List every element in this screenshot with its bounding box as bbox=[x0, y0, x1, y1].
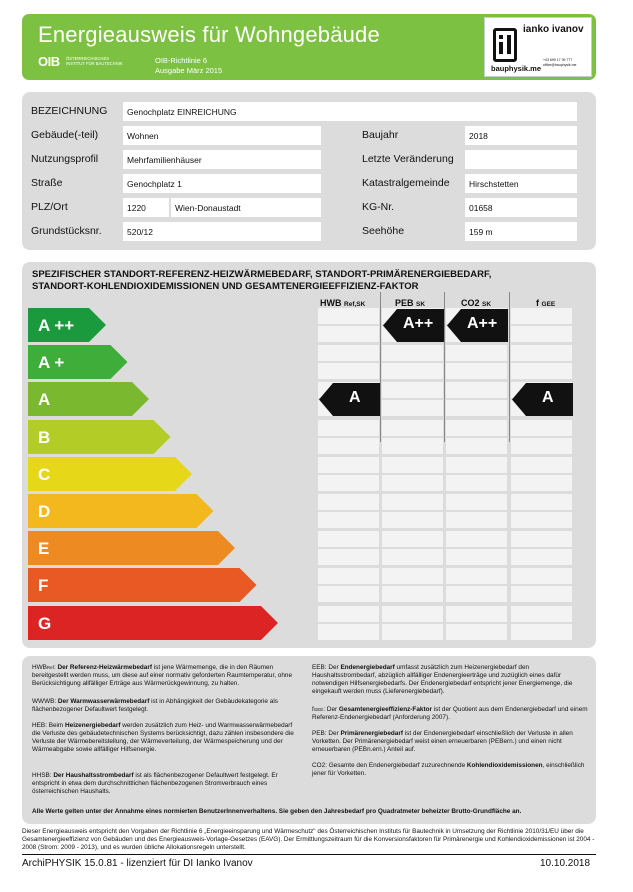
grid-cell bbox=[446, 624, 507, 640]
class-label: A + bbox=[38, 353, 65, 373]
grundstuecksnr-label: Grundstücksnr. bbox=[31, 225, 102, 237]
grid-cell bbox=[318, 475, 379, 491]
note-eeb-bold: Endenergiebedarf bbox=[340, 664, 395, 671]
grid-cell bbox=[446, 382, 507, 398]
grid-cell bbox=[382, 512, 443, 528]
note-hhsb bbox=[32, 772, 300, 796]
nutzungsprofil-field: Mehrfamilienhäuser bbox=[123, 150, 321, 169]
grid-cell bbox=[382, 494, 443, 510]
rating-marker-co2 bbox=[447, 309, 508, 342]
grid-cell bbox=[446, 363, 507, 379]
grid-cell bbox=[511, 420, 572, 436]
grid-cell bbox=[511, 512, 572, 528]
grid-cell bbox=[382, 345, 443, 361]
energy-scale-panel bbox=[22, 262, 596, 648]
grid-cell bbox=[318, 308, 379, 324]
grid-cell bbox=[318, 531, 379, 547]
grid-cell bbox=[511, 531, 572, 547]
oib-logo-mark: OIB bbox=[38, 54, 60, 69]
class-label: G bbox=[38, 613, 52, 633]
class-label: B bbox=[38, 427, 51, 447]
note-peb-text: Der bbox=[326, 730, 341, 737]
software-license: ArchiPHYSIK 15.0.81 - lizenziert für DI Ianko Ivanov bbox=[22, 858, 253, 869]
grid-cell bbox=[318, 420, 379, 436]
grid-cell bbox=[382, 549, 443, 565]
note-fgee-term: f bbox=[312, 706, 314, 713]
co2-header-main: CO2 bbox=[461, 298, 480, 308]
class-bar bbox=[28, 531, 235, 565]
letzte-veraenderung-label: Letzte Veränderung bbox=[362, 153, 454, 165]
grid-cell bbox=[511, 549, 572, 565]
grid-cell bbox=[382, 420, 443, 436]
grid-cell bbox=[382, 438, 443, 454]
rating-marker-fgee bbox=[512, 383, 573, 416]
grid-cell bbox=[446, 586, 507, 602]
grid-cell bbox=[382, 586, 443, 602]
katastralgemeinde-label: Katastralgemeinde bbox=[362, 177, 450, 189]
fgee-header-main: f bbox=[536, 298, 539, 308]
definitions-panel bbox=[22, 656, 596, 824]
building-logo-icon bbox=[493, 28, 517, 62]
seehoehe-field: 159 m bbox=[465, 222, 577, 241]
grid-cell bbox=[446, 606, 507, 622]
note-hhsb-term: HHSB: bbox=[32, 772, 52, 779]
bezeichnung-label: BEZEICHNUNG bbox=[31, 105, 108, 117]
logo-contact bbox=[543, 58, 576, 68]
grid-cell bbox=[318, 326, 379, 342]
note-fgee-text: : Der bbox=[323, 706, 339, 713]
grid-cell bbox=[511, 586, 572, 602]
document-title: Energieausweis für Wohngebäude bbox=[38, 22, 380, 47]
katastralgemeinde-field: Hirschstetten bbox=[465, 174, 577, 193]
note-hwb: HWBRef: Der Referenz-Heizwärmebedarf ist jene Wärmemenge, die in den Räumen bereitgestellt werden muss, um diese auf einer normativ geforderten Raumtemperatur, ohne Berücksichtigung allfälliger Erträge aus Wärmerückgewinnung, zu halten. bbox=[32, 664, 293, 687]
building-info-panel bbox=[22, 92, 596, 250]
grid-cell bbox=[318, 512, 379, 528]
rating-value: A++ bbox=[403, 315, 434, 332]
peb-header-sub: SK bbox=[416, 301, 426, 308]
class-bar bbox=[28, 568, 257, 602]
guideline-info bbox=[155, 56, 222, 76]
grid-cell bbox=[511, 475, 572, 491]
note-co2-text: Gesamte den Endenergiebedarf zuzurechnende bbox=[326, 762, 467, 769]
class-label: E bbox=[38, 539, 50, 559]
note-fgee-text2: ist der Quotient aus dem Endenergiebedarf und einem Referenz-Endenergiebedarf (Anforderung 2007). bbox=[312, 706, 588, 721]
baujahr-field: 2018 bbox=[465, 126, 577, 145]
class-arrow-fill bbox=[28, 494, 214, 528]
class-label: D bbox=[38, 502, 51, 521]
grid-cell bbox=[511, 568, 572, 584]
column-divider bbox=[380, 292, 381, 442]
note-fgee-sub: GEE bbox=[313, 707, 324, 712]
grid-cell bbox=[446, 438, 507, 454]
grid-cell bbox=[382, 531, 443, 547]
energy-heading-line-2: STANDORT-KOHLENDIOXIDEMISSIONEN UND GESAMTENERGIEEFFIZIENZ-FAKTOR bbox=[32, 281, 419, 292]
grid-cell bbox=[446, 400, 507, 416]
grid-cell bbox=[318, 606, 379, 622]
class-bar bbox=[28, 308, 106, 342]
logo-phone: +43 699 17 39 777 bbox=[543, 58, 573, 62]
letzte-veraenderung-field bbox=[465, 150, 577, 169]
note-fgee-bold: Gesamtenergieeffizienz-Faktor bbox=[338, 706, 432, 713]
hwb-header-main: HWB bbox=[320, 298, 342, 308]
grid-cell bbox=[318, 568, 379, 584]
co2-header-sub: SK bbox=[482, 301, 492, 308]
rating-marker-peb bbox=[383, 309, 444, 342]
legal-footer-text: Dieser Energieausweis entspricht den Vorgaben der Richtlinie 6 „Energieeinsparung und Wärmeschutz" des Österreichischen Instituts für Bautechnik in Umsetzung der Richtlinie 2010/31/EU über die Gesamtenergieeffizienz von Gebäuden und des Energieausweis-Vorlage-Gesetzes (EAVG). Der Ermittlungszeitraum für die Konversionsfaktoren für Primärenergie und Kohlendioxidemissionen ist 2004 - 2008 (Strom: 2009 - 2013), und es wurden übliche Allokationsregeln unterstellt. bbox=[22, 828, 595, 851]
logo-glyph-icon bbox=[496, 31, 514, 59]
note-hwb-sub: Ref bbox=[46, 665, 54, 670]
note-peb-bold: Primärenergiebedarf bbox=[340, 730, 403, 737]
class-bar bbox=[28, 345, 128, 379]
grid-cell bbox=[318, 345, 379, 361]
plzort-label: PLZ/Ort bbox=[31, 201, 68, 213]
company-logo bbox=[484, 17, 592, 77]
note-co2 bbox=[312, 762, 588, 778]
class-bar bbox=[28, 494, 214, 528]
grid-cell bbox=[318, 549, 379, 565]
grid-cell bbox=[511, 363, 572, 379]
bezeichnung-field: Genochplatz EINREICHUNG bbox=[123, 102, 577, 121]
grid-cell bbox=[446, 494, 507, 510]
class-arrow-shape bbox=[28, 531, 235, 565]
class-bar bbox=[28, 457, 192, 491]
grid-cell bbox=[446, 475, 507, 491]
gebaeude-label: Gebäude(-teil) bbox=[31, 129, 99, 141]
class-label: A ++ bbox=[38, 316, 75, 335]
grid-cell bbox=[446, 420, 507, 436]
strasse-label: Straße bbox=[31, 177, 63, 189]
class-label: A bbox=[38, 390, 51, 410]
note-heb-text2: werden zusätzlich zum Heiz- und Warmwasserwärmebedarf die Verluste des gebäudetechnischen Systems berücksichtigt, dazu zählen insbesondere die Verluste der Wärmebereitstellung, der Wärmeverteilung, der Wärmespeicherung und der Wärmeabgabe sowie allfälliger Hilfsenergie. bbox=[32, 722, 294, 753]
fgee-header-sub: GEE bbox=[541, 301, 556, 308]
energy-heading bbox=[32, 269, 491, 293]
header-banner bbox=[22, 14, 596, 80]
note-heb-text: Beim bbox=[46, 722, 66, 729]
gebaeude-field: Wohnen bbox=[123, 126, 321, 145]
grid-cell bbox=[511, 494, 572, 510]
notes-disclaimer: Alle Werte gelten unter der Annahme eines normierten BenutzerInnenverhaltens. Sie geben den Jahresbedarf pro Quadratmeter beheizter Brutto-Grundfläche an. bbox=[32, 808, 522, 815]
hwb-header-sub: Ref,SK bbox=[344, 301, 366, 308]
column-divider bbox=[444, 292, 445, 442]
note-wwwb-term: WWWB: bbox=[32, 698, 57, 705]
grid-cell bbox=[382, 382, 443, 398]
guideline-edition: Ausgabe März 2015 bbox=[155, 66, 223, 75]
column-header-peb bbox=[395, 298, 425, 308]
baujahr-label: Baujahr bbox=[362, 129, 399, 141]
seehoehe-label: Seehöhe bbox=[362, 225, 405, 237]
footer-divider bbox=[22, 854, 596, 855]
note-eeb-term: EEB: bbox=[312, 664, 327, 671]
note-hhsb-bold: Der Haushaltsstrombedarf bbox=[53, 772, 134, 779]
grid-cell bbox=[382, 400, 443, 416]
note-heb-bold: Heizenergiebedarf bbox=[65, 722, 121, 729]
note-fgee bbox=[312, 706, 588, 722]
rating-value: A++ bbox=[467, 315, 498, 332]
class-arrow-fill bbox=[28, 531, 235, 565]
logo-mail: office@bauphysik.me bbox=[543, 63, 577, 67]
grid-cell bbox=[318, 586, 379, 602]
grid-cell bbox=[446, 457, 507, 473]
note-eeb-text: Der bbox=[326, 664, 341, 671]
grid-cell bbox=[511, 438, 572, 454]
note-peb-term: PEB: bbox=[312, 730, 327, 737]
grid-cell bbox=[511, 606, 572, 622]
grid-cell bbox=[446, 512, 507, 528]
grid-cell bbox=[318, 457, 379, 473]
grid-cell bbox=[382, 457, 443, 473]
note-co2-text2: , einschließlich jener für Vorketten. bbox=[312, 762, 585, 777]
rating-value: A bbox=[349, 389, 361, 407]
grid-cell bbox=[382, 363, 443, 379]
oib-line-2: INSTITUT FÜR BAUTECHNIK bbox=[66, 61, 123, 66]
note-peb bbox=[312, 730, 588, 754]
grid-cell bbox=[318, 624, 379, 640]
kgnr-label: KG-Nr. bbox=[362, 201, 395, 213]
nutzungsprofil-label: Nutzungsprofil bbox=[31, 153, 99, 165]
grid-cell bbox=[511, 624, 572, 640]
grid-cell bbox=[446, 531, 507, 547]
note-hwb-bold: Der Referenz-Heizwärmebedarf bbox=[57, 664, 152, 671]
class-arrow-shape bbox=[28, 568, 257, 602]
rating-value: A bbox=[542, 389, 554, 407]
grid-cell bbox=[446, 345, 507, 361]
grid-cell bbox=[318, 363, 379, 379]
grid-cell bbox=[318, 494, 379, 510]
grid-cell bbox=[446, 568, 507, 584]
note-hhsb-text: ist als flächenbezogener Defaultwert festgelegt. Er entspricht in etwa dem durchschnittlichen flächenbezogenen Stromverbrauch eines österreichischen Haushalts. bbox=[32, 772, 278, 795]
column-header-co2 bbox=[461, 298, 491, 308]
column-header-fgee bbox=[536, 298, 555, 308]
oib-line-1: ÖSTERREICHISCHES bbox=[66, 56, 110, 61]
grid-cell bbox=[511, 308, 572, 324]
class-bar bbox=[28, 382, 149, 416]
note-wwwb-text: ist in Abhängigkeit der Gebäudekategorie als flächenbezogener Defaultwert festgelegt. bbox=[32, 698, 278, 713]
grid-cell bbox=[382, 475, 443, 491]
logo-website: bauphysik.me bbox=[491, 64, 542, 73]
grid-cell bbox=[446, 549, 507, 565]
column-header-hwb bbox=[320, 298, 365, 308]
strasse-field: Genochplatz 1 bbox=[123, 174, 321, 193]
class-arrow-fill bbox=[28, 457, 192, 491]
note-hwb-text: ist jene Wärmemenge, die in den Räumen bereitgestellt werden muss, um diese auf einer normativ geforderten Raumtemperatur, ohne Berücksichtigung allfälliger Erträge aus Wärmerückgewinnung, zu halten. bbox=[32, 664, 293, 687]
grid-cell bbox=[318, 438, 379, 454]
logo-company-name: ianko ivanov bbox=[523, 24, 584, 35]
column-divider bbox=[509, 292, 510, 442]
note-co2-bold: Kohlendioxidemissionen bbox=[466, 762, 543, 769]
note-heb-term: HEB: bbox=[32, 722, 47, 729]
oib-logo bbox=[38, 54, 138, 78]
class-arrow-fill bbox=[28, 568, 257, 602]
note-co2-term: CO2: bbox=[312, 762, 327, 769]
class-arrow-shape bbox=[28, 457, 192, 491]
grid-cell bbox=[511, 345, 572, 361]
plz-field: 1220 bbox=[123, 198, 169, 217]
oib-logo-text bbox=[66, 56, 123, 66]
grid-cell bbox=[382, 606, 443, 622]
note-eeb-text2: umfasst zusätzlich zum Heizenergiebedarf den Haushaltsstrombedarf, abzüglich allfälliger Endenergieerträge und zuzüglich eines dafür notwendigen Hilfsenergiebedarfs. Der Endenergiebedarf entspricht jener Energiemenge, die eingekauft werden muss (Lieferenergiebedarf). bbox=[312, 664, 573, 695]
peb-header-main: PEB bbox=[395, 298, 414, 308]
grundstuecksnr-field: 520/12 bbox=[123, 222, 321, 241]
energy-heading-line-1: SPEZIFISCHER STANDORT-REFERENZ-HEIZWÄRMEBEDARF, STANDORT-PRIMÄRENERGIEBEDARF, bbox=[32, 269, 492, 280]
class-bar bbox=[28, 420, 171, 454]
class-arrow-fill bbox=[28, 606, 278, 640]
note-heb bbox=[32, 722, 300, 754]
note-peb-text2: ist der Endenergiebedarf einschließlich der Verluste in allen Vorketten. Der Primärenergiebedarf weist einen erneuerbaren (PEBern.) und einen nicht erneuerbaren (PEBn.ern.) Anteil auf. bbox=[312, 730, 573, 753]
kgnr-field: 01658 bbox=[465, 198, 577, 217]
grid-cell bbox=[511, 326, 572, 342]
class-label: C bbox=[38, 464, 51, 484]
ort-field: Wien-Donaustadt bbox=[171, 198, 321, 217]
class-label: F bbox=[38, 576, 49, 596]
grid-cell bbox=[511, 457, 572, 473]
class-arrow-shape bbox=[28, 494, 214, 528]
note-wwwb-bold: Der Warmwasserwärmebedarf bbox=[57, 698, 150, 705]
class-bar bbox=[28, 606, 278, 640]
class-arrow-shape bbox=[28, 606, 278, 640]
issue-date: 10.10.2018 bbox=[540, 858, 591, 869]
note-wwwb bbox=[32, 698, 300, 714]
note-hwb-term: HWB bbox=[32, 664, 47, 671]
guideline-name: OIB-Richtlinie 6 bbox=[155, 56, 208, 65]
grid-cell bbox=[382, 624, 443, 640]
rating-marker-hwb bbox=[319, 383, 380, 416]
grid-cell bbox=[382, 568, 443, 584]
note-eeb bbox=[312, 664, 588, 696]
